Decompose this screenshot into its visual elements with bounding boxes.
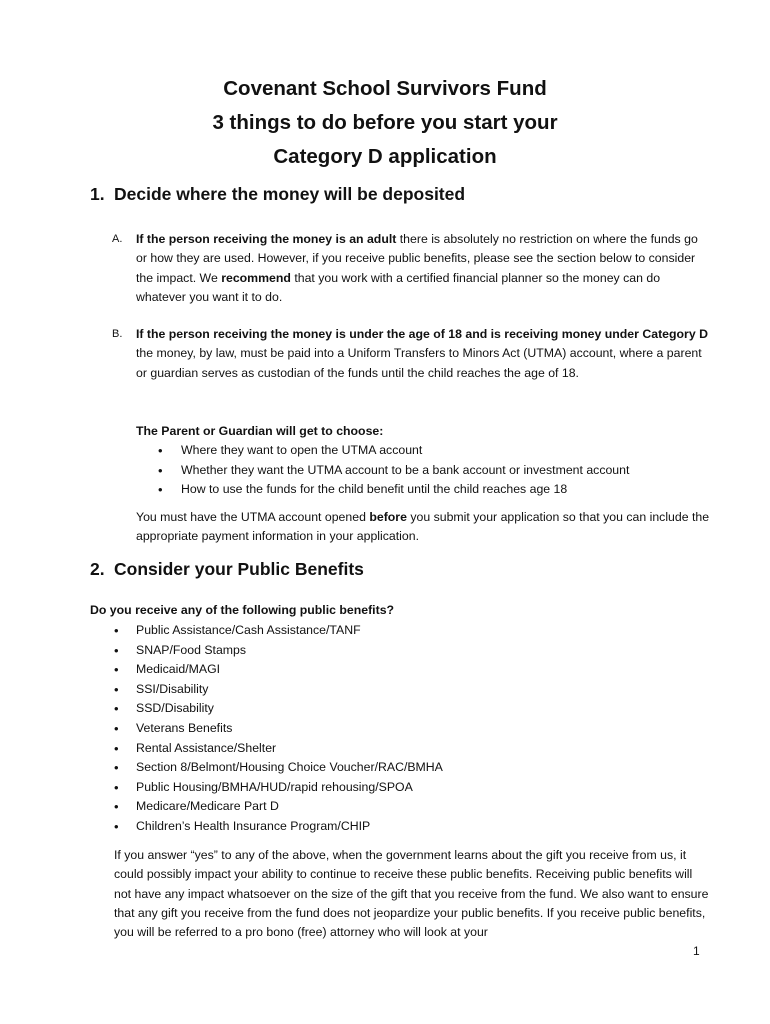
item-b-bold: If the person receiving the money is under the age of 18 and is receiving money under Category D (136, 327, 708, 341)
title-line-1: Covenant School Survivors Fund (223, 77, 547, 100)
list-item: • Rental Assistance/Shelter (90, 739, 690, 759)
list-item: • How to use the funds for the child benefit until the child reaches age 18 (136, 480, 716, 500)
list-item: • Veterans Benefits (90, 719, 690, 739)
list-item: • Medicaid/MAGI (90, 660, 690, 680)
list-item: • SSD/Disability (90, 699, 690, 719)
title-line-2: 3 things to do before you start your (212, 111, 558, 134)
choices-list (136, 441, 716, 500)
list-item: • Where they want to open the UTMA account (136, 441, 716, 461)
item-a-bold: If the person receiving the money is an adult (136, 232, 397, 246)
item-a-recommend: recommend (221, 270, 291, 285)
item-a-text-1: there is absolutely no restriction on where the funds go or how they are used. However, if you receive public benefits, please see the section below to consider the impact. We (136, 232, 698, 285)
list-item: • Section 8/Belmont/Housing Choice Voucher/RAC/BMHA (90, 758, 690, 778)
item-a-body (136, 230, 712, 307)
list-item: • Medicare/Medicare Part D (90, 797, 690, 817)
section-1-heading (90, 184, 465, 205)
note-text-1: You must have the UTMA account opened (136, 510, 370, 524)
benefits-list (90, 621, 690, 837)
section-1-number: 1. (90, 184, 105, 204)
item-a-marker: A. (112, 233, 123, 245)
document-title (0, 72, 770, 174)
item-a (112, 230, 712, 307)
title-line-3: Category D application (273, 145, 497, 168)
item-b-body (136, 325, 712, 383)
item-b-text: the money, by law, must be paid into a Uniform Transfers to Minors Act (UTMA) account, where a parent or guardian serves as custodian of the funds until the child reaches the age of 18. (136, 346, 702, 380)
list-item: • Public Housing/BMHA/HUD/rapid rehousing/SPOA (90, 778, 690, 798)
benefits-paragraph: If you answer “yes” to any of the above, when the government learns about the gift you receive from us, it could possibly impact your ability to continue to receive these public benefits. Receiving public benefits will not have any impact whatsoever on the size of the gift that you receive from the fund. We also want to ensure that any gift you receive from the fund does not jeopardize your public benefits. If you receive public benefits, you will be referred to a pro bono (free) attorney who will look at your (114, 848, 709, 940)
page-number: 1 (693, 944, 700, 958)
list-item: • SNAP/Food Stamps (90, 641, 690, 661)
choose-heading: The Parent or Guardian will get to choose: (136, 424, 384, 438)
note-text-2: you submit your application so that you can include the appropriate payment information in your application. (136, 510, 710, 544)
list-item: • Public Assistance/Cash Assistance/TANF (90, 621, 690, 641)
item-b-marker: B. (112, 328, 123, 340)
list-item: • Whether they want the UTMA account to be a bank account or investment account (136, 461, 716, 481)
item-b (112, 325, 712, 383)
item-a-text-2: that you work with a certified financial planner so the money can do whatever you want it to do. (136, 270, 661, 304)
list-item: • SSI/Disability (90, 680, 690, 700)
section-2-title: Consider your Public Benefits (114, 559, 364, 579)
utma-note (136, 508, 716, 547)
section-1-title: Decide where the money will be deposited (114, 184, 466, 204)
guardian-choices (136, 422, 716, 500)
benefits-question: Do you receive any of the following public benefits? (90, 603, 395, 617)
section-2-heading (90, 559, 364, 580)
list-item: • Children’s Health Insurance Program/CHIP (90, 817, 690, 837)
benefits-list-block (90, 621, 690, 837)
note-bold: before (369, 510, 407, 524)
section-2-number: 2. (90, 559, 105, 579)
